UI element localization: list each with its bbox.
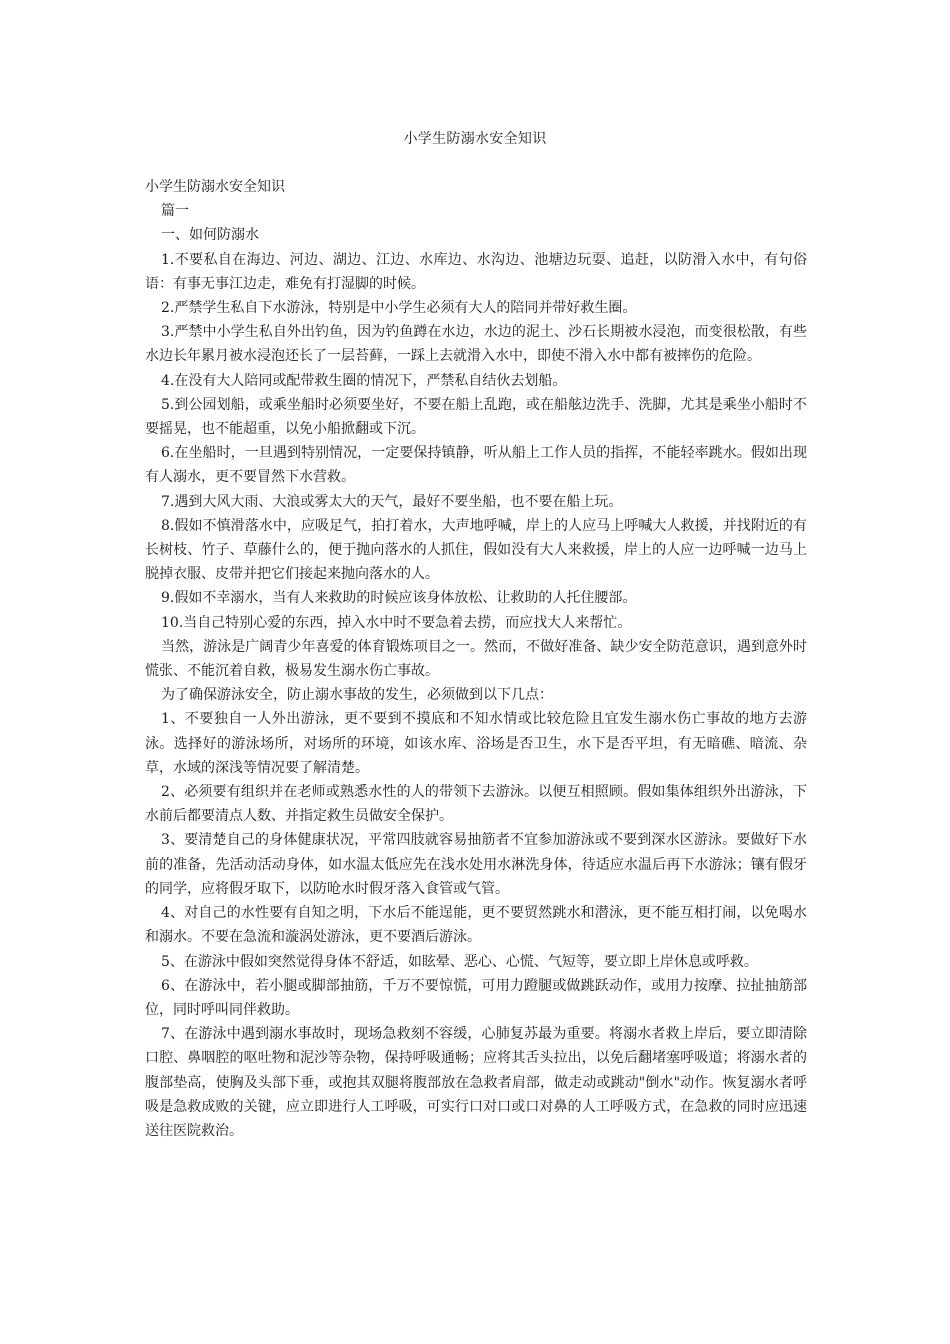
paragraph: 2、必须要有组织并在老师或熟悉水性的人的带领下去游泳。以便互相照顾。假如集体组织外出游泳，下水前后都要清点人数、并指定救生员做安全保护。 — [145, 784, 807, 825]
section-heading: 一、如何防溺水 — [161, 227, 259, 244]
paragraph: 5、在游泳中假如突然觉得身体不舒适，如眩晕、恶心、心慌、气短等，要立即上岸休息或呼救。 — [161, 953, 758, 970]
paragraph: 7.遇到大风大雨、大浪或雾太大的天气，最好不要坐船，也不要在船上玩。 — [161, 493, 623, 510]
paragraph: 10.当自己特别心爱的东西，掉入水中时不要急着去捞，而应找大人来帮忙。 — [161, 614, 632, 631]
paragraph: 为了确保游泳安全，防止溺水事故的发生，必须做到以下几点： — [161, 687, 553, 704]
paragraph: 1、不要独自一人外出游泳，更不要到不摸底和不知水情或比较危险且宜发生溺水伤亡事故的地方去游泳。选择好的游泳场所，对场所的环境，如该水库、浴场是否卫生，水下是否平坦，有无暗礁、暗流、杂草，水域的深浅等情况要了解清楚。 — [145, 711, 807, 776]
body-heading: 小学生防溺水安全知识 — [145, 179, 285, 195]
paragraph: 5.到公园划船，或乘坐船时必须要坐好，不要在船上乱跑，或在船舷边洗手、洗脚，尤其是乘坐小船时不要摇晃，也不能超重，以免小船掀翻或下沉。 — [145, 396, 807, 438]
paragraph: 3、要清楚自己的身体健康状况，平常四肢就容易抽筋者不宜参加游泳或不要到深水区游泳。要做好下水前的准备，先活动活动身体，如水温太低应先在浅水处用水淋洗身体，待适应水温后再下水游泳；镶有假牙的同学，应将假牙取下，以防呛水时假牙落入食管或气管。 — [145, 832, 807, 897]
paragraph: 2.严禁学生私自下水游泳，特别是中小学生必须有大人的陪同并带好救生圈。 — [161, 300, 637, 317]
paragraph: 4.在没有大人陪同或配带救生圈的情况下，严禁私自结伙去划船。 — [161, 372, 567, 389]
document-title: 小学生防溺水安全知识 — [403, 131, 547, 147]
document-body — [145, 175, 807, 1143]
paragraph: 4、对自己的水性要有自知之明，下水后不能逞能，更不要贸然跳水和潜泳，更不能互相打闹，以免喝水和溺水。不要在急流和漩涡处游泳，更不要酒后游泳。 — [145, 905, 807, 946]
section-label: 篇一 — [161, 203, 189, 220]
paragraph: 9.假如不幸溺水，当有人来救助的时候应该身体放松、让救助的人托住腰部。 — [161, 590, 637, 607]
paragraph: 6.在坐船时，一旦遇到特别情况，一定要保持镇静，听从船上工作人员的指挥，不能轻率跳水。假如出现有人溺水，更不要冒然下水营救。 — [145, 445, 807, 486]
paragraph: 6、在游泳中，若小腿或脚部抽筋，千万不要惊慌，可用力蹬腿或做跳跃动作，或用力按摩、拉扯抽筋部位，同时呼叫同伴救助。 — [145, 977, 807, 1018]
paragraph: 当然，游泳是广阔青少年喜爱的体育锻炼项目之一。然而，不做好准备、缺少安全防范意识，遇到意外时慌张、不能沉着自救，极易发生溺水伤亡事故。 — [145, 638, 807, 680]
paragraph: 1.不要私自在海边、河边、湖边、江边、水库边、水沟边、池塘边玩耍、追赶，以防滑入水中，有句俗语：有事无事江边走，难免有打湿脚的时候。 — [145, 251, 807, 292]
paragraph: 7、在游泳中遇到溺水事故时，现场急救刻不容缓，心肺复苏最为重要。将溺水者救上岸后，要立即清除口腔、鼻咽腔的呕吐物和泥沙等杂物，保持呼吸通畅；应将其舌头拉出，以免后翻堵塞呼吸道；将溺水者的腹部垫高，使胸及头部下垂，或抱其双腿将腹部放在急救者肩部，做走动或跳动"倒水"动作。恢复溺水者呼吸是急救成败的关键，应立即进行人工呼吸，可实行口对口或口对鼻的人工呼吸方式，在急救的同时应迅速送往医院救治。 — [145, 1026, 807, 1139]
paragraph: 8.假如不慎滑落水中，应吸足气，拍打着水，大声地呼喊，岸上的人应马上呼喊大人救援，并找附近的有长树枝、竹子、草藤什么的，便于抛向落水的人抓住，假如没有大人来救援，岸上的人应一边呼喊一边马上脱掉衣服、皮带并把它们接起来抛向落水的人。 — [145, 517, 807, 583]
paragraph: 3.严禁中小学生私自外出钓鱼，因为钓鱼蹲在水边，水边的泥土、沙石长期被水浸泡，而变很松散，有些水边长年累月被水浸泡还长了一层苔藓，一踩上去就滑入水中，即使不滑入水中都有被摔伤的危险。 — [145, 324, 807, 365]
